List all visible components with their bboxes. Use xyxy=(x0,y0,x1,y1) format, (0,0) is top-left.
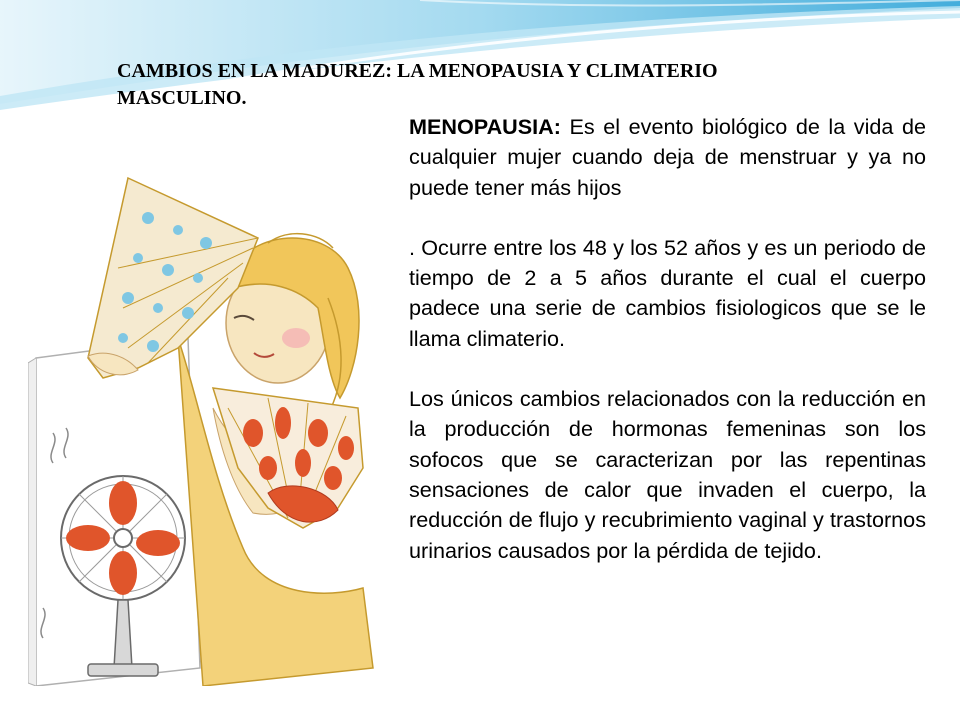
slide-title: CAMBIOS EN LA MADUREZ: LA MENOPAUSIA Y CLIMATERIO MASCULINO. xyxy=(117,60,718,109)
term-menopausia: MENOPAUSIA: xyxy=(409,114,561,139)
definition-text: Es el evento biológico de la vida de cualquier mujer cuando deja de menstruar y ya no puede tener más hijos xyxy=(409,114,926,200)
paragraph-changes: Los únicos cambios relacionados con la reducción en la producción de hormonas femeninas son los sofocos que se caracterizan por las repentinas sensaciones de calor que invaden el cuerpo, la reducción de flujo y recubrimiento vaginal y trastornos urinarios causados por la pérdida de tejido. xyxy=(409,386,926,563)
menopause-illustration xyxy=(28,148,388,686)
paragraph-definition xyxy=(409,112,926,203)
paragraph-onset: . Ocurre entre los 48 y los 52 años y es un periodo de tiempo de 2 a 5 años durante el cual el cuerpo padece una serie de cambios fisiologicos que se le llama climaterio. xyxy=(409,234,926,351)
body-text xyxy=(409,112,926,566)
